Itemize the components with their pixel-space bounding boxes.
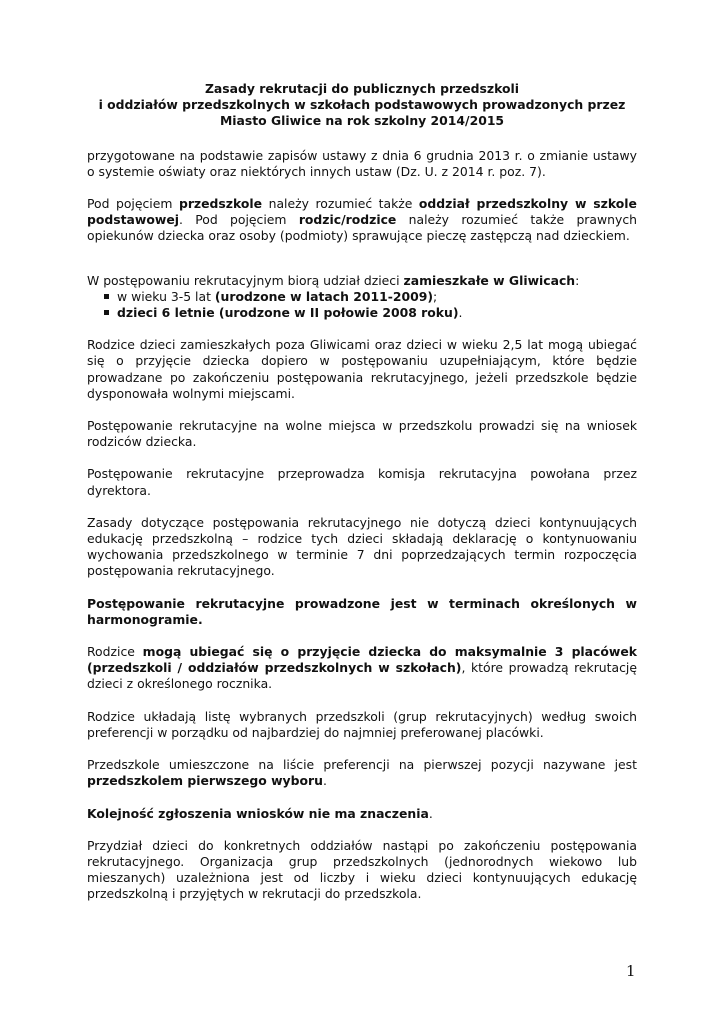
text: W postępowaniu rekrutacyjnym biorą udział dzieci	[87, 272, 404, 288]
title-line-1: Zasady rekrutacji do publicznych przedszkoli	[204, 81, 520, 96]
bold-text: (urodzone w latach 2011-2009)	[214, 288, 434, 304]
text: w wieku 3-5 lat	[117, 288, 215, 304]
document-title	[87, 81, 637, 130]
text: :	[575, 272, 580, 288]
bold-text: dzieci 6 letnie (urodzone w II połowie 2008 roku)	[117, 305, 459, 321]
text: należy rozumieć także prawnych opiekunów dziecka oraz osoby (podmioty) sprawujące pieczę zastępczą nad dzieckiem.	[87, 212, 637, 244]
title-line-2: i oddziałów przedszkolnych w szkołach podstawowych prowadzonych przez	[98, 97, 626, 113]
text: Rodzice	[87, 644, 143, 660]
paragraph-schedule	[87, 596, 637, 628]
paragraph-allocation: Przydział dzieci do konkretnych oddziałów nastąpi po zakończeniu postępowania rekrutacyjnego. Organizacja grup przedszkolnych (jednorodnych wiekowo lub mieszanych) uzależniona jest od liczby i wieku dzieci kontynuujących edukację przedszkolną i przyjętych w rekrutacji do przedszkola.	[87, 837, 637, 902]
paragraph-commission: Postępowanie rekrutacyjne przeprowadza komisja rekrutacyjna powołana przez dyrektora.	[87, 466, 637, 498]
paragraph-non-residents: Rodzice dzieci zamieszkałych poza Gliwicami oraz dzieci w wieku 2,5 lat mogą ubiegać się o przyjęcie dziecka dopiero w postępowaniu uzupełniającym, które będzie prowadzane po zakończeniu postępowania rekrutacyjnego, jeżeli przedszkole będzie dysponowała wolnymi miejscami.	[87, 337, 637, 401]
paragraph-eligibility	[87, 273, 637, 289]
bold-text: mogą ubiegać się o przyjęcie dziecka do maksymalnie 3 placówek (przedszkoli / oddziałów przedszkolnych w szkołach)	[87, 644, 637, 676]
title-line-3: Miasto Gliwice na rok szkolny 2014/2015	[219, 113, 505, 129]
bold-text: Postępowanie rekrutacyjne prowadzone jest w terminach określonych w harmonogramie.	[87, 595, 637, 627]
paragraph-continuation: Zasady dotyczące postępowania rekrutacyjnego nie dotyczą dzieci kontynuujących edukację przedszkolną – rodzice tych dzieci składają deklarację o kontynuowaniu wychowania przedszkolnego w terminie 7 dni poprzedzających termin rozpoczęcia postępowania rekrutacyjnego.	[87, 514, 637, 579]
page-number: 1	[626, 962, 636, 980]
list-item	[87, 289, 637, 305]
paragraph-first-choice	[87, 757, 637, 789]
eligibility-list	[87, 289, 637, 321]
bold-text: Kolejność zgłoszenia wniosków nie ma znaczenia	[87, 805, 429, 821]
bold-text: oddział przedszkolny w szkole podstawowej	[87, 196, 637, 228]
text: .	[458, 305, 463, 321]
text: .	[322, 773, 327, 789]
paragraph-application: Postępowanie rekrutacyjne na wolne miejsca w przedszkolu prowadzi się na wniosek rodziców dziecka.	[87, 418, 637, 450]
square-bullet-icon	[104, 310, 109, 315]
square-bullet-icon	[104, 294, 109, 299]
bold-text: przedszkole	[178, 196, 263, 212]
paragraph-order	[87, 806, 637, 822]
text: ;	[433, 288, 438, 304]
bold-text: rodzic/rodzice	[298, 212, 397, 228]
paragraph-legal-basis: przygotowane na podstawie zapisów ustawy z dnia 6 grudnia 2013 r. o zmianie ustawy o systemie oświaty oraz niektórych innych ustaw (Dz. U. z 2014 r. poz. 7).	[87, 147, 637, 179]
text: należy rozumieć także	[262, 196, 419, 212]
bold-text: przedszkolem pierwszego wyboru	[87, 773, 323, 789]
paragraph-max-choices	[87, 644, 637, 693]
paragraph-preferences: Rodzice układają listę wybranych przedszkoli (grup rekrutacyjnych) według swoich preferencji w porządku od najbardziej do najmniej preferowanej placówki.	[87, 708, 637, 740]
list-item	[87, 305, 637, 321]
text: , które prowadzą rekrutację dzieci z określonego rocznika.	[87, 660, 637, 692]
text: Przedszkole umieszczone na liście preferencji na pierwszej pozycji nazywane jest	[87, 757, 637, 773]
text: . Pod pojęciem	[178, 212, 299, 228]
text: .	[428, 805, 433, 821]
text: Pod pojęciem	[87, 196, 179, 212]
bold-text: zamieszkałe w Gliwicach	[403, 272, 576, 288]
paragraph-definitions	[87, 196, 637, 245]
document-body	[87, 81, 637, 919]
